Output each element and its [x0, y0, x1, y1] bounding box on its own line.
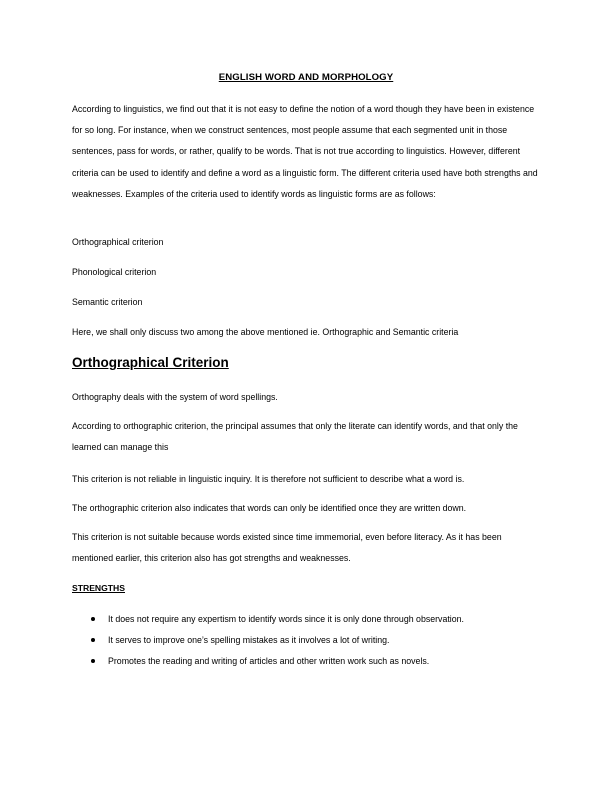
section-paragraph-3: This criterion is not reliable in linguistic inquiry. It is therefore not sufficient to describe what a word is. [72, 474, 465, 484]
bullet-icon [91, 659, 95, 663]
criterion-semantic: Semantic criterion [72, 297, 143, 307]
strengths-list [72, 610, 544, 673]
section-paragraph-4: The orthographic criterion also indicates that words can only be identified once they are written down. [72, 503, 467, 513]
section-heading: Orthographical Criterion [72, 355, 229, 370]
strengths-heading: STRENGTHS [72, 583, 125, 593]
document-title: ENGLISH WORD AND MORPHOLOGY [218, 72, 394, 83]
section-paragraph-5: This criterion is not suitable because words existed since time immemorial, even before literacy. As it has been mentioned earlier, this criterion also has got strengths and weaknesses. [72, 532, 502, 564]
list-item-text: Promotes the reading and writing of articles and other written work such as novels. [108, 656, 430, 666]
criterion-phonological: Phonological criterion [72, 267, 157, 277]
criterion-orthographical: Orthographical criterion [72, 237, 164, 247]
section-paragraph-2: According to orthographic criterion, the principal assumes that only the literate can identify words, and that only the learned can manage this [72, 421, 518, 453]
list-item [72, 631, 544, 652]
list-item-text: It serves to improve one’s spelling mistakes as it involves a lot of writing. [108, 635, 390, 645]
section-paragraph-1: Orthography deals with the system of word spellings. [72, 392, 278, 402]
bullet-icon [91, 617, 95, 621]
list-item-text: It does not require any expertism to identify words since it is only done through observation. [108, 614, 464, 624]
list-item [72, 652, 544, 673]
intro-paragraph: According to linguistics, we find out that it is not easy to define the notion of a word though they have been in existence for so long. For instance, when we construct sentences, most people assume that each segmented unit in those sentences, pass for words, or rather, qualify to be words. That is not true according to linguistics. However, different criteria can be used to identify and define a word as a linguistic form. The different criteria used have both strengths and weaknesses. Examples of the criteria used to identify words as linguistic forms are as follows: [72, 104, 538, 199]
bullet-icon [91, 638, 95, 642]
list-item [72, 610, 544, 631]
discussion-note: Here, we shall only discuss two among the above mentioned ie. Orthographic and Semantic criteria [72, 327, 459, 337]
